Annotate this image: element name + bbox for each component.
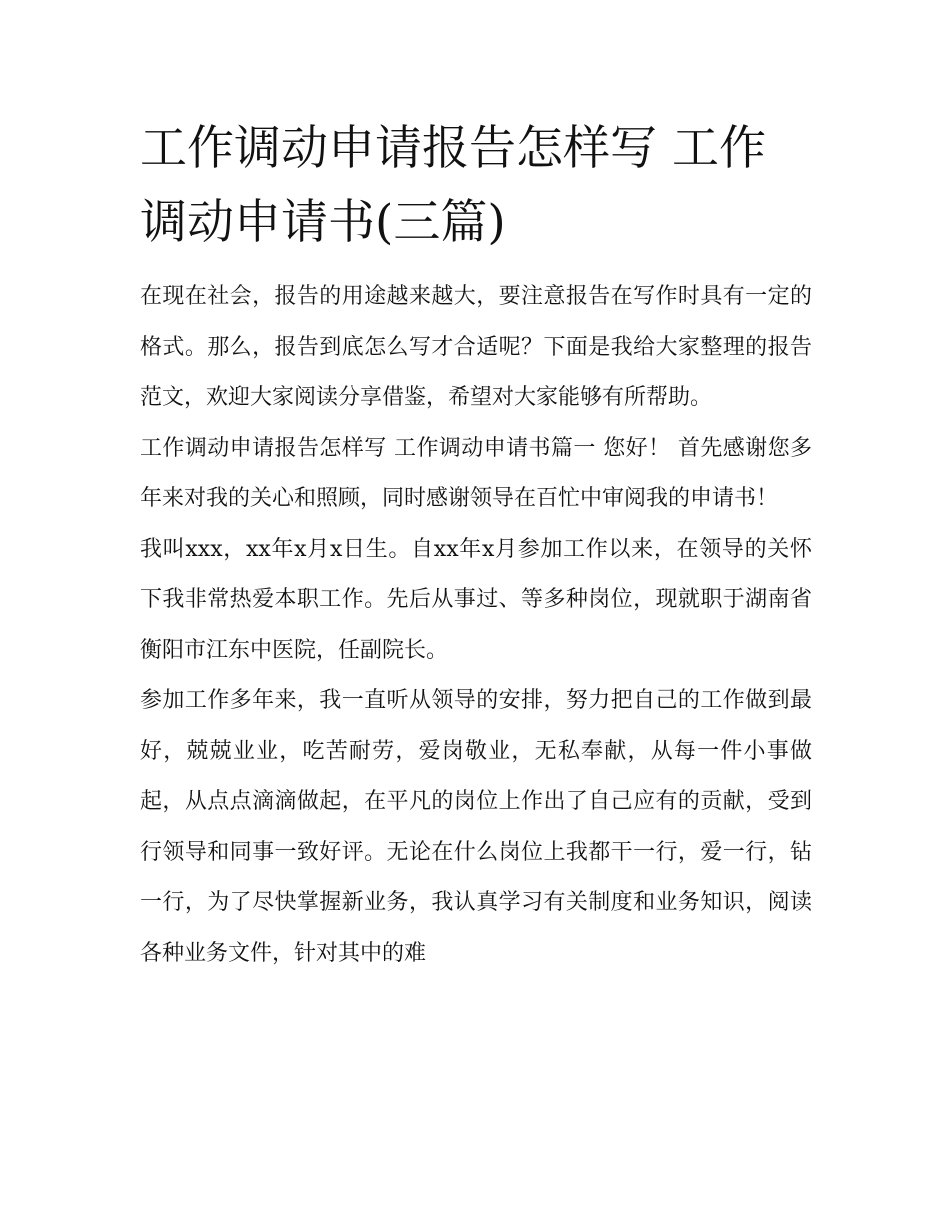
document-title: 工作调动申请报告怎样写 工作调动申请书(三篇) [140, 121, 766, 250]
paragraph-work-history: 参加工作多年来，我一直听从领导的安排，努力把自己的工作做到最好，兢兢业业，吃苦耐劳，爱岗敬业，无私奉献，从每一件小事做起，从点点滴滴做起，在平凡的岗位上作出了自己应有的贡献，受到行领导和同事一致好评。无论在什么岗位上我都干一行，爱一行，钻一行，为了尽快掌握新业务，我认真学习有关制度和业务知识，阅读各种业务文件，针对其中的难 [140, 688, 812, 966]
document-body [140, 112, 812, 979]
paragraph-greeting: 工作调动申请报告怎样写 工作调动申请书篇一 您好！ 首先感谢您多年来对我的关心和照顾，同时感谢领导在百忙中审阅我的申请书！ [140, 435, 812, 511]
paragraph-intro: 在现在社会，报告的用途越来越大，要注意报告在写作时具有一定的格式。那么，报告到底怎么写才合适呢？下面是我给大家整理的报告范文，欢迎大家阅读分享借鉴，希望对大家能够有所帮助。 [140, 284, 812, 410]
paragraph-self-introduction: 我叫xxx，xx年x月x日生。自xx年x月参加工作以来，在领导的关怀下我非常热爱本职工作。先后从事过、等多种岗位，现就职于湖南省衡阳市江东中医院，任副院长。 [140, 536, 812, 663]
